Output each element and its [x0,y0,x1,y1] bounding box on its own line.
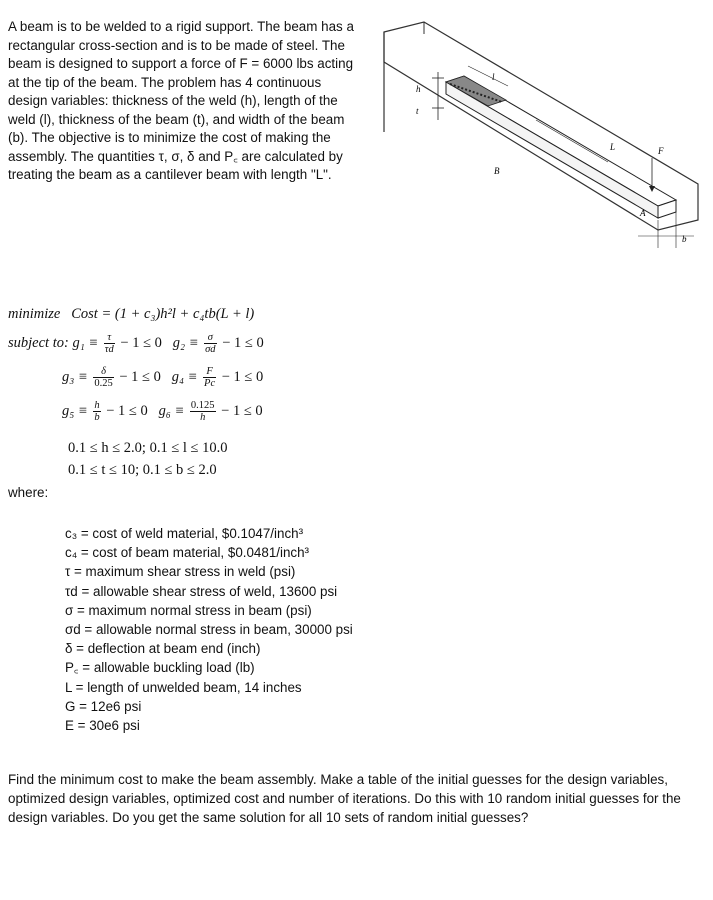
g5-num: h [94,400,100,411]
g4-rhs: − 1 ≤ 0 [221,368,264,385]
where-label: where: [8,485,49,500]
g2-rhs: − 1 ≤ 0 [222,334,264,351]
subject-label: subject to: [8,334,69,351]
label-t: t [416,106,419,116]
cost-rhs: = (1 + c₃)h²l + c₄tb(L + l) [101,306,255,322]
g1-rhs: − 1 ≤ 0 [120,334,162,351]
definition-item: c₃ = cost of weld material, $0.1047/inch³ [65,526,304,541]
g6-den: h [200,412,206,423]
label-A: A [640,208,646,218]
g5-fraction [93,400,100,423]
g6-lhs: g₆ ≡ [158,402,185,419]
g4-fraction [203,366,216,389]
definition-item: σd = allowable normal stress in beam, 30000 psi [65,622,353,638]
g2-den: σd [205,344,216,355]
g1-lhs: g₁ ≡ [72,334,99,351]
definition-item: L = length of unwelded beam, 14 inches [65,679,302,695]
g1-num: τ [104,332,115,344]
g2-num: σ [204,332,216,344]
g6-num: 0.125 [190,400,215,411]
definition-item: c₄ = cost of beam material, $0.0481/inch³ [65,545,310,561]
definition-item: τ = maximum shear stress in weld (psi) [65,564,296,580]
definition-item: E = 30e6 psi [65,718,140,734]
label-F: F [658,146,664,156]
label-h: h [416,84,421,94]
constraint-row-2 [62,366,263,389]
g1-den: τd [104,344,114,355]
cost-lhs: Cost [71,306,98,322]
definition-item: G = 12e6 psi [65,698,142,714]
g2-fraction [204,332,216,355]
label-L: L [610,142,616,152]
definition-item: P꜀ = allowable buckling load (lb) [65,660,255,676]
task-paragraph: Find the minimum cost to make the beam assembly. Make a table of the initial guesses for the design variables, optimized design variables, optimized cost and number of iterations. Do this with 10 random initial guesses for the design variables. Do you get the same solution for all 10 sets of random initial guesses? [8,772,681,825]
definition-item: σ = maximum normal stress in beam (psi) [65,602,312,618]
label-l: l [492,72,495,82]
problem-intro: A beam is to be welded to a rigid support. The beam has a rectangular cross-section and is to be made of steel. The beam is designed to support a force of F = 6000 lbs acting at the tip of the beam. The problem has 4 continuous design variables: thickness of the weld (h), length of the weld (l), thickness of the beam (t), and width of the beam (b). The objective is to minimize the cost of making the assembly. The quantities τ, σ, δ and P꜀ are calculated by treating the beam as a cantilever beam with length "L". [8,19,354,182]
constraint-row-3 [62,400,263,423]
g3-lhs: g₃ ≡ [62,368,88,385]
label-b: b [682,234,687,244]
welded-beam-figure [376,14,706,256]
g3-rhs: − 1 ≤ 0 [119,368,161,385]
g5-rhs: − 1 ≤ 0 [106,402,148,419]
definition-item: τd = allowable shear stress of weld, 13600 psi [65,583,338,599]
objective-line [8,306,254,323]
g4-num: F [203,366,216,378]
g5-den: b [94,412,100,423]
bounds-line-2: 0.1 ≤ t ≤ 10; 0.1 ≤ b ≤ 2.0 [68,462,217,478]
g5-lhs: g₅ ≡ [62,402,88,419]
g6-fraction [190,400,216,423]
label-B: B [494,166,500,176]
g4-den: Pc [204,378,216,389]
g3-fraction [93,366,113,389]
definition-item: δ = deflection at beam end (inch) [65,641,261,657]
minimize-label: minimize [8,306,61,322]
constraint-row-1 [8,332,264,355]
definitions-list [65,524,353,735]
g3-den: 0.25 [94,378,113,389]
g4-lhs: g₄ ≡ [171,368,198,385]
g2-lhs: g₂ ≡ [172,334,199,351]
g1-fraction [104,332,115,355]
g6-rhs: − 1 ≤ 0 [221,402,263,419]
bounds-line-1: 0.1 ≤ h ≤ 2.0; 0.1 ≤ l ≤ 10.0 [68,440,228,456]
g3-num: δ [93,366,113,378]
